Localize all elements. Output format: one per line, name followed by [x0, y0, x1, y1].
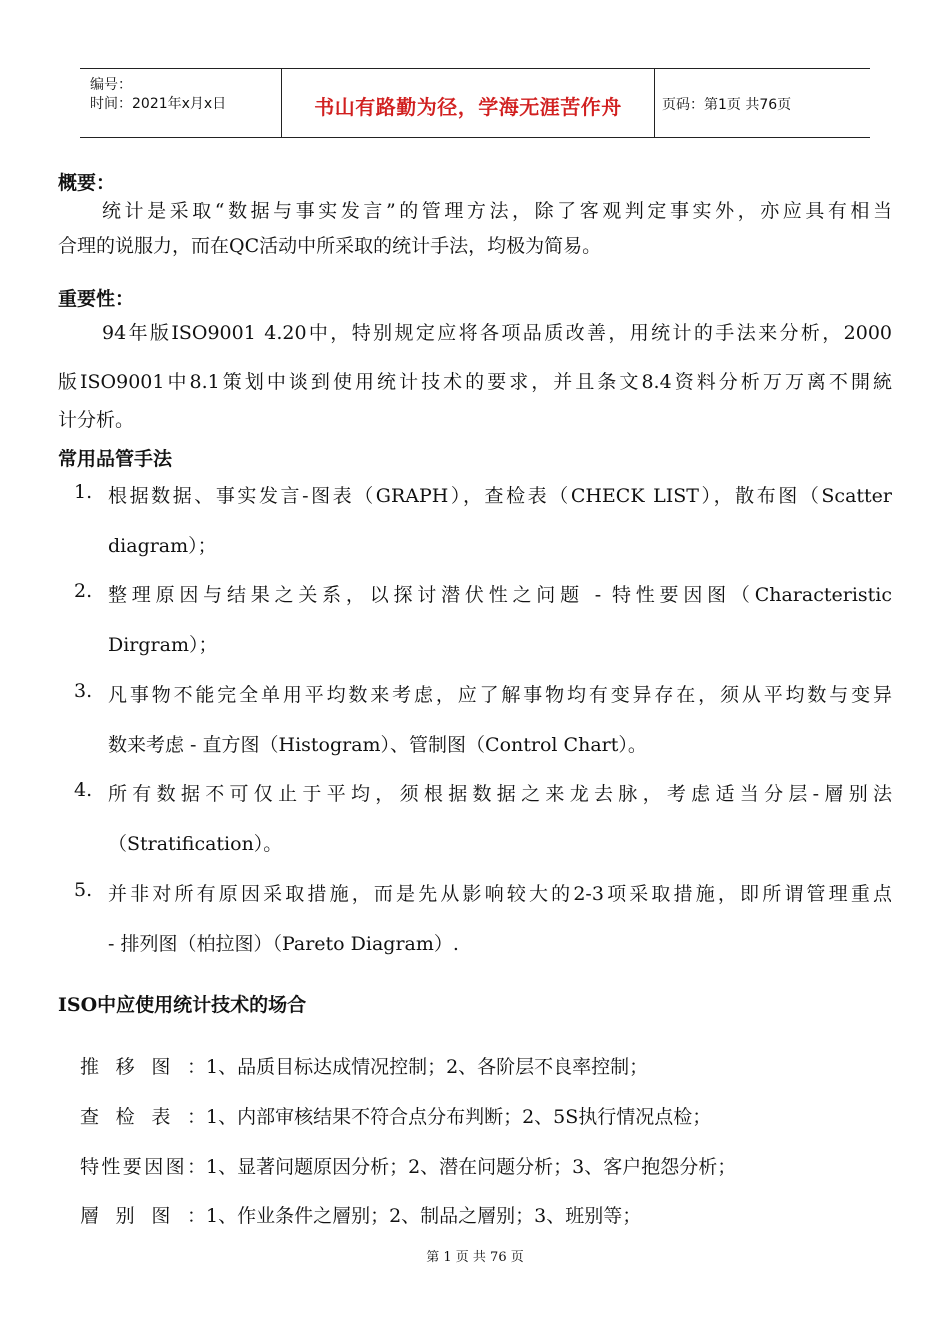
iso-usage-label: 層别图： [80, 1205, 206, 1227]
method-4-line-2: （Stratification）。 [108, 833, 283, 855]
method-3-line-2: 数来考虑 - 直方图（Histogram）、管制图（Control Chart）。 [108, 734, 647, 756]
importance-line-1: 94年版ISO9001 4.20中，特别规定应将各项品质改善，用统计的手法来分析，2000 [102, 322, 892, 344]
iso-usage-text: 1、内部审核结果不符合点分布判断；2、5S执行情况点检； [206, 1106, 712, 1128]
header-motto: 书山有路勤为径，学海无涯苦作舟 [314, 95, 622, 119]
iso-usage-text: 1、作业条件之層别；2、制品之層别；3、班别等； [206, 1205, 642, 1227]
importance-line-3: 计分析。 [58, 409, 135, 431]
method-2-number: 2. [74, 580, 93, 602]
method-4-line-1: 所有数据不可仅止于平均，须根据数据之来龙去脉，考虑适当分层-層别法 [108, 783, 892, 805]
document-header [80, 68, 870, 138]
overview-heading: 概要： [58, 172, 116, 194]
iso-usage-row [80, 1152, 736, 1179]
method-5-number: 5. [74, 879, 93, 901]
method-1-number: 1. [74, 481, 93, 503]
importance-line-2: 版ISO9001中8.1策划中谈到使用统计技术的要求，并且条文8.4资料分析万万离不開統 [58, 371, 892, 393]
overview-line-2: 合理的说服力，而在QC活动中所采取的统计手法，均极为简易。 [58, 235, 602, 257]
method-3-line-1: 凡事物不能完全单用平均数来考虑，应了解事物均有变异存在，须从平均数与变异 [108, 684, 892, 706]
document-number-label: 编号： [90, 77, 132, 93]
iso-usage-row [80, 1052, 648, 1079]
method-2-line-1: 整理原因与结果之关系，以探讨潜伏性之问题 - 特性要因图（Characteristic [108, 584, 892, 606]
method-3-number: 3. [74, 680, 93, 702]
method-2-line-2: Dirgram）； [108, 634, 218, 656]
method-5-line-1: 并非对所有原因采取措施，而是先从影响较大的2-3项采取措施，即所谓管理重点 [108, 883, 892, 905]
method-1-line-1: 根据数据、事实发言-图表（GRAPH），查检表（CHECK LIST），散布图（Scatter [108, 485, 892, 507]
methods-heading: 常用品管手法 [58, 448, 173, 470]
iso-usage-text: 1、品质目标达成情况控制；2、各阶层不良率控制； [206, 1056, 649, 1078]
header-page-number: 页码：第1页 共76页 [662, 97, 792, 113]
iso-usage-label: 推移图： [80, 1056, 206, 1078]
importance-heading: 重要性： [58, 288, 135, 310]
header-meta-cell [80, 69, 280, 137]
method-4-number: 4. [74, 779, 93, 801]
document-time-label: 时间：2021年x月x日 [90, 96, 227, 112]
iso-usage-text: 1、显著问题原因分析；2、潜在问题分析；3、客户抱怨分析； [206, 1156, 737, 1178]
method-5-line-2: - 排列图（柏拉图）（Pareto Diagram）. [108, 933, 459, 955]
iso-usage-label: 查检表： [80, 1106, 206, 1128]
iso-usage-heading: ISO中应使用统计技术的场合 [58, 994, 307, 1016]
method-1-line-2: diagram）； [108, 535, 217, 557]
iso-usage-row [80, 1201, 641, 1228]
page-footer: 第 1 页 共 76 页 [426, 1250, 524, 1265]
iso-usage-row [80, 1102, 711, 1129]
header-page-cell [654, 69, 870, 137]
overview-line-1: 统计是采取“数据与事实发言”的管理方法，除了客观判定事实外，亦应具有相当 [102, 200, 892, 222]
iso-usage-label: 特性要因图： [80, 1156, 206, 1178]
header-motto-cell [281, 69, 655, 137]
